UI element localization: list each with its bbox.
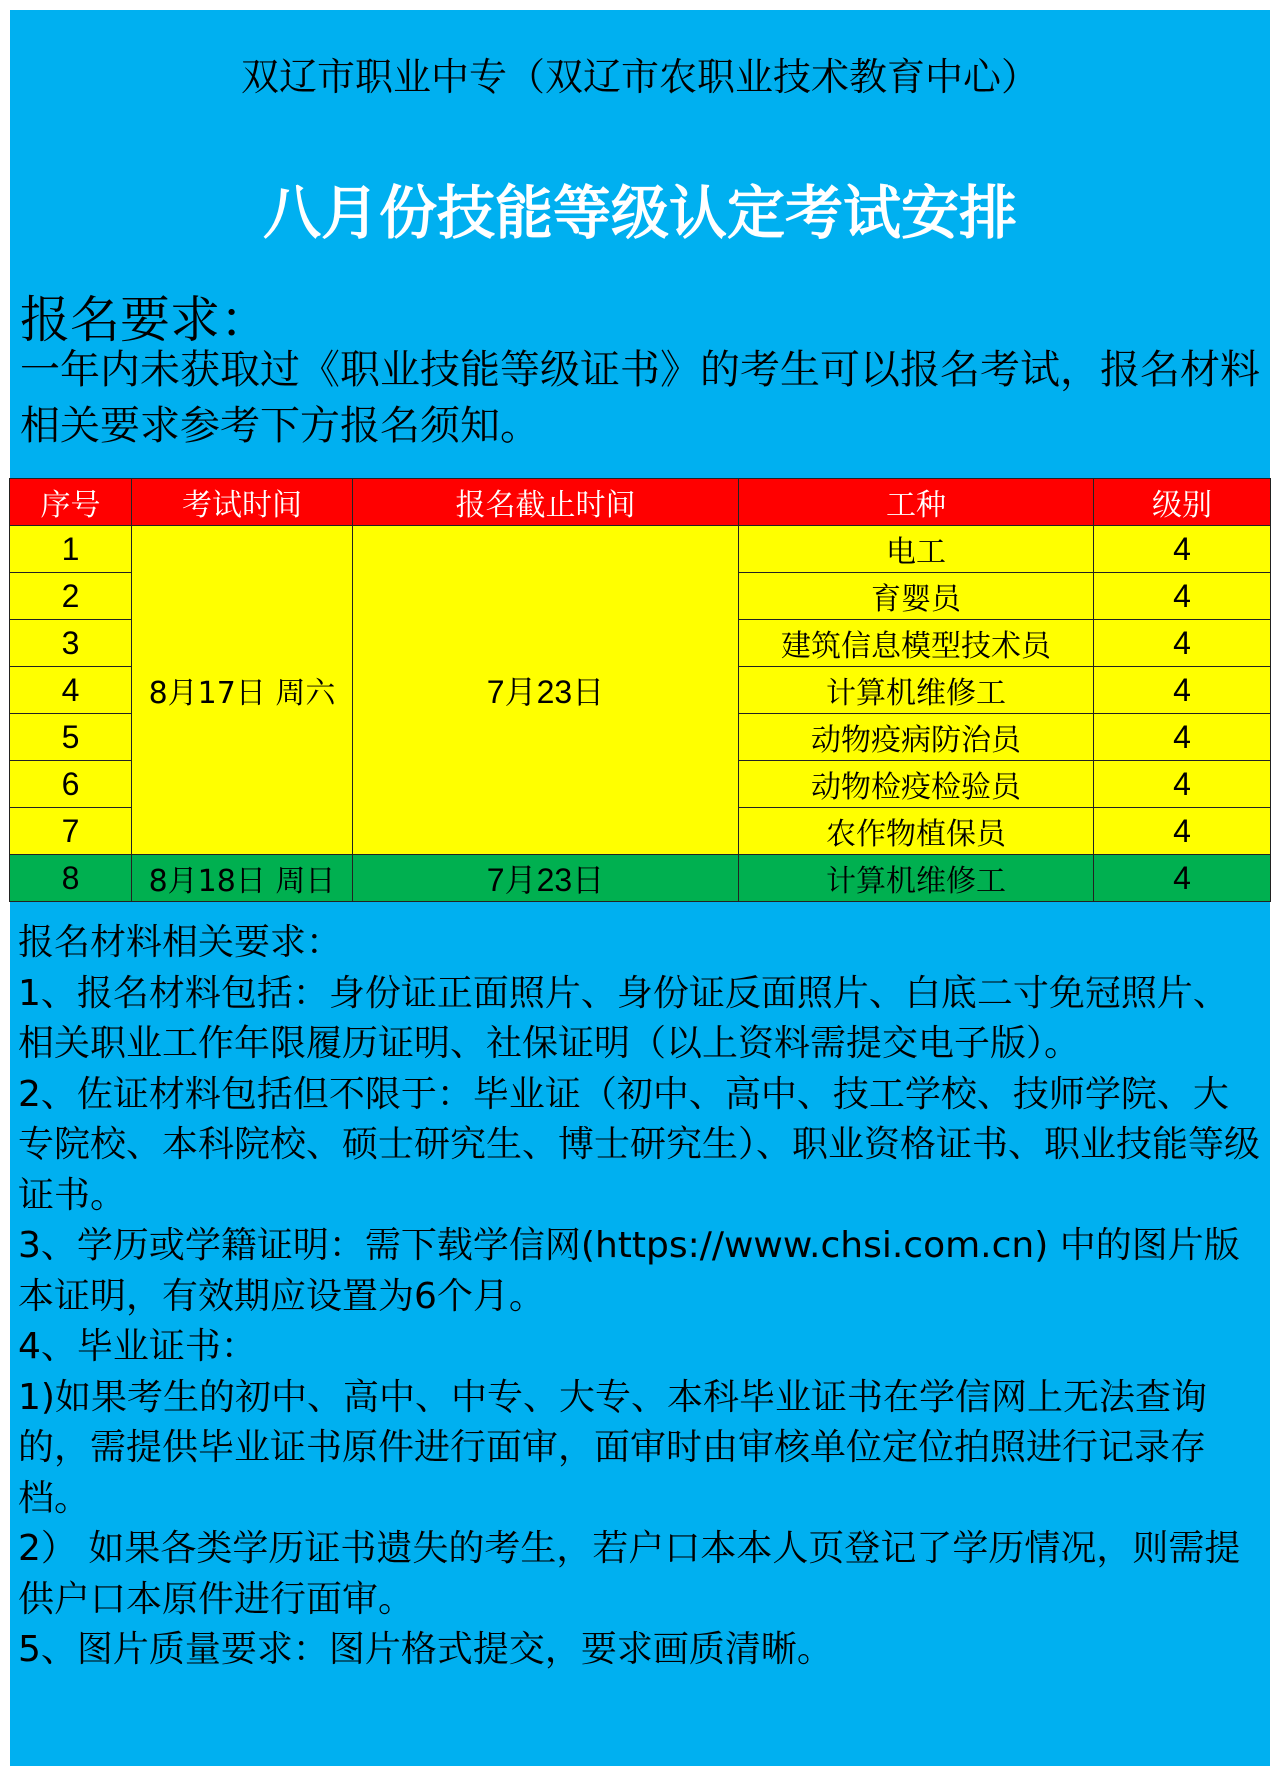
job: 动物检疫检验员: [739, 761, 1094, 808]
note-item: 2） 如果各类学历证书遗失的考生，若户口本本人页登记了学历情况，则需提供户口本原件进行面审。: [18, 1528, 1241, 1620]
table-row: [10, 855, 1271, 902]
job: 动物疫病防治员: [739, 714, 1094, 761]
note-item: 5、图片质量要求：图片格式提交，要求画质清晰。: [18, 1629, 833, 1670]
exam-time: 8月17日 周六: [132, 526, 353, 855]
level: 4: [1094, 714, 1271, 761]
note-item: 4、毕业证书：: [18, 1326, 257, 1367]
note-item: 2、佐证材料包括但不限于：毕业证（初中、高中、技工学校、技师学院、大专院校、本科院校、硕士研究生、博士研究生）、职业资格证书、职业技能等级证书。: [18, 1073, 1261, 1216]
col-header-deadline: 报名截止时间: [353, 479, 739, 526]
level: 4: [1094, 761, 1271, 808]
row-no: 5: [10, 714, 132, 761]
note-item: 1)如果考生的初中、高中、中专、大专、本科毕业证书在学信网上无法查询的，需提供毕业证书原件进行面审，面审时由审核单位定位拍照进行记录存档。: [18, 1376, 1207, 1519]
row-no: 1: [10, 526, 132, 573]
row-no: 7: [10, 808, 132, 855]
level: 4: [1094, 620, 1271, 667]
registration-notes: [18, 918, 1263, 1676]
job: 计算机维修工: [739, 667, 1094, 714]
job: 电工: [739, 526, 1094, 573]
exam-time: 8月18日 周日: [132, 855, 353, 902]
note-item: 3、学历或学籍证明：需下载学信网(https://www.chsi.com.cn) 中的图片版本证明，有效期应设置为6个月。: [18, 1225, 1240, 1317]
school-name: 双辽市职业中专（双辽市农职业技术教育中心）: [240, 55, 1039, 99]
job: 育婴员: [739, 573, 1094, 620]
requirements-heading: 报名要求：: [20, 291, 270, 349]
page-title: 八月份技能等级认定考试安排: [262, 179, 1017, 247]
row-no: 6: [10, 761, 132, 808]
exam-schedule-table: [9, 478, 1271, 902]
job: 计算机维修工: [739, 855, 1094, 902]
job: 建筑信息模型技术员: [739, 620, 1094, 667]
level: 4: [1094, 667, 1271, 714]
col-header-level: 级别: [1094, 479, 1271, 526]
col-header-exam-time: 考试时间: [132, 479, 353, 526]
deadline: 7月23日: [353, 526, 739, 855]
job: 农作物植保员: [739, 808, 1094, 855]
row-no: 2: [10, 573, 132, 620]
requirements-text: 一年内未获取过《职业技能等级证书》的考生可以报名考试，报名材料相关要求参考下方报名须知。: [20, 347, 1260, 449]
notes-heading: 报名材料相关要求：: [18, 922, 343, 963]
col-header-no: 序号: [10, 479, 132, 526]
note-item: 1、报名材料包括：身份证正面照片、身份证反面照片、白底二寸免冠照片、相关职业工作年限履历证明、社保证明（以上资料需提交电子版）。: [18, 972, 1229, 1064]
col-header-job: 工种: [739, 479, 1094, 526]
row-no: 8: [10, 855, 132, 902]
row-no: 3: [10, 620, 132, 667]
level: 4: [1094, 573, 1271, 620]
deadline: 7月23日: [353, 855, 739, 902]
level: 4: [1094, 526, 1271, 573]
row-no: 4: [10, 667, 132, 714]
level: 4: [1094, 855, 1271, 902]
table-row: [10, 526, 1271, 573]
table-header-row: [10, 479, 1271, 526]
level: 4: [1094, 808, 1271, 855]
